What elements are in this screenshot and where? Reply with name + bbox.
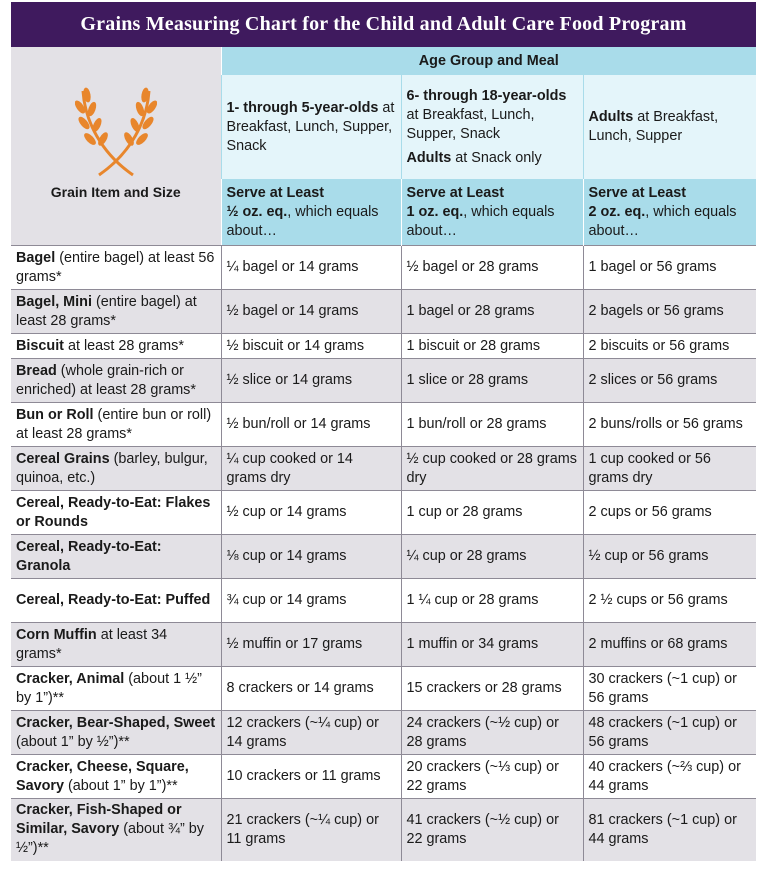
grain-item-name: Cracker, Bear-Shaped, Sweet (about 1” by ½”)** bbox=[11, 711, 221, 755]
grain-item-name: Cereal, Ready-to-Eat: Puffed bbox=[11, 579, 221, 623]
serving-amount-1: ¼ cup cooked or 14 grams dry bbox=[221, 447, 401, 491]
table-row bbox=[11, 755, 756, 799]
serving-amount-2: 1 bun/roll or 28 grams bbox=[401, 403, 583, 447]
age-group-1: 1- through 5-year-olds at Breakfast, Lunch, Supper, Snack bbox=[221, 75, 401, 179]
page-title: Grains Measuring Chart for the Child and Adult Care Food Program bbox=[11, 2, 756, 47]
age-group-header: Age Group and Meal bbox=[221, 47, 756, 75]
table-row bbox=[11, 535, 756, 579]
serving-amount-1: 21 crackers (~¼ cup) or 11 grams bbox=[221, 799, 401, 861]
serving-amount-2: 1 cup or 28 grams bbox=[401, 491, 583, 535]
table-row bbox=[11, 799, 756, 861]
table-row bbox=[11, 711, 756, 755]
serving-amount-3: 1 bagel or 56 grams bbox=[583, 246, 756, 290]
serve-1: Serve at Least ½ oz. eq., which equals about… bbox=[221, 179, 401, 246]
table-row bbox=[11, 403, 756, 447]
serving-amount-1: ½ muffin or 17 grams bbox=[221, 623, 401, 667]
serving-amount-2: ½ cup cooked or 28 grams dry bbox=[401, 447, 583, 491]
serving-amount-1: ½ bun/roll or 14 grams bbox=[221, 403, 401, 447]
grain-item-name: Bagel (entire bagel) at least 56 grams* bbox=[11, 246, 221, 290]
age-group-3: Adults at Breakfast, Lunch, Supper bbox=[583, 75, 756, 179]
serving-amount-3: ½ cup or 56 grams bbox=[583, 535, 756, 579]
serving-amount-2: 41 crackers (~½ cup) or 22 grams bbox=[401, 799, 583, 861]
grain-item-name: Bun or Roll (entire bun or roll) at least 28 grams* bbox=[11, 403, 221, 447]
serving-amount-3: 2 slices or 56 grams bbox=[583, 359, 756, 403]
serving-amount-1: 8 crackers or 14 grams bbox=[221, 667, 401, 711]
serving-amount-2: 1 slice or 28 grams bbox=[401, 359, 583, 403]
grain-item-header: Grain Item and Size bbox=[50, 184, 181, 200]
grain-item-name: Cereal Grains (barley, bulgur, quinoa, etc.) bbox=[11, 447, 221, 491]
serving-amount-3: 2 buns/rolls or 56 grams bbox=[583, 403, 756, 447]
grain-item-name: Cereal, Ready-to-Eat: Flakes or Rounds bbox=[11, 491, 221, 535]
grain-item-name: Bread (whole grain-rich or enriched) at least 28 grams* bbox=[11, 359, 221, 403]
table-row bbox=[11, 579, 756, 623]
serving-amount-2: 24 crackers (~½ cup) or 28 grams bbox=[401, 711, 583, 755]
serving-amount-3: 40 crackers (~⅔ cup) or 44 grams bbox=[583, 755, 756, 799]
serving-amount-2: ¼ cup or 28 grams bbox=[401, 535, 583, 579]
serving-amount-3: 2 cups or 56 grams bbox=[583, 491, 756, 535]
serving-amount-2: ½ bagel or 28 grams bbox=[401, 246, 583, 290]
serving-amount-1: ½ cup or 14 grams bbox=[221, 491, 401, 535]
serving-amount-1: ¾ cup or 14 grams bbox=[221, 579, 401, 623]
serving-amount-1: ¼ bagel or 14 grams bbox=[221, 246, 401, 290]
serving-amount-1: ½ slice or 14 grams bbox=[221, 359, 401, 403]
serving-amount-3: 2 bagels or 56 grams bbox=[583, 290, 756, 334]
serving-amount-1: 10 crackers or 11 grams bbox=[221, 755, 401, 799]
serving-amount-2: 1 biscuit or 28 grams bbox=[401, 334, 583, 359]
grain-item-name: Cracker, Fish-Shaped or Similar, Savory (about ¾” by ½”)** bbox=[11, 799, 221, 861]
serving-amount-3: 1 cup cooked or 56 grams dry bbox=[583, 447, 756, 491]
grain-item-name: Cracker, Animal (about 1 ½” by 1”)** bbox=[11, 667, 221, 711]
grains-measuring-table bbox=[11, 47, 756, 861]
serving-amount-2: 1 muffin or 34 grams bbox=[401, 623, 583, 667]
table-row bbox=[11, 334, 756, 359]
wheat-icon bbox=[75, 81, 157, 179]
serving-amount-1: ⅛ cup or 14 grams bbox=[221, 535, 401, 579]
table-row bbox=[11, 290, 756, 334]
serving-amount-2: 20 crackers (~⅓ cup) or 22 grams bbox=[401, 755, 583, 799]
serving-amount-3: 30 crackers (~1 cup) or 56 grams bbox=[583, 667, 756, 711]
grain-item-name: Cereal, Ready-to-Eat: Granola bbox=[11, 535, 221, 579]
table-row bbox=[11, 667, 756, 711]
table-row bbox=[11, 447, 756, 491]
serve-2: Serve at Least 1 oz. eq., which equals about… bbox=[401, 179, 583, 246]
serving-amount-3: 2 biscuits or 56 grams bbox=[583, 334, 756, 359]
serve-3: Serve at Least 2 oz. eq., which equals about… bbox=[583, 179, 756, 246]
grain-item-name: Corn Muffin at least 34 grams* bbox=[11, 623, 221, 667]
serving-amount-3: 81 crackers (~1 cup) or 44 grams bbox=[583, 799, 756, 861]
table-row bbox=[11, 491, 756, 535]
serving-amount-2: 15 crackers or 28 grams bbox=[401, 667, 583, 711]
serving-amount-2: 1 bagel or 28 grams bbox=[401, 290, 583, 334]
serving-amount-3: 2 ½ cups or 56 grams bbox=[583, 579, 756, 623]
grain-item-name: Cracker, Cheese, Square, Savory (about 1” by 1”)** bbox=[11, 755, 221, 799]
serving-amount-1: ½ biscuit or 14 grams bbox=[221, 334, 401, 359]
grain-item-name: Biscuit at least 28 grams* bbox=[11, 334, 221, 359]
serving-amount-1: 12 crackers (~¼ cup) or 14 grams bbox=[221, 711, 401, 755]
grain-header-cell bbox=[11, 47, 221, 246]
serving-amount-3: 2 muffins or 68 grams bbox=[583, 623, 756, 667]
table-row bbox=[11, 359, 756, 403]
table-row bbox=[11, 246, 756, 290]
serving-amount-3: 48 crackers (~1 cup) or 56 grams bbox=[583, 711, 756, 755]
grain-item-name: Bagel, Mini (entire bagel) at least 28 grams* bbox=[11, 290, 221, 334]
age-group-2: 6- through 18-year-olds at Breakfast, Lunch, Supper, Snack Adults at Snack only bbox=[401, 75, 583, 179]
serving-amount-1: ½ bagel or 14 grams bbox=[221, 290, 401, 334]
table-row bbox=[11, 623, 756, 667]
serving-amount-2: 1 ¼ cup or 28 grams bbox=[401, 579, 583, 623]
